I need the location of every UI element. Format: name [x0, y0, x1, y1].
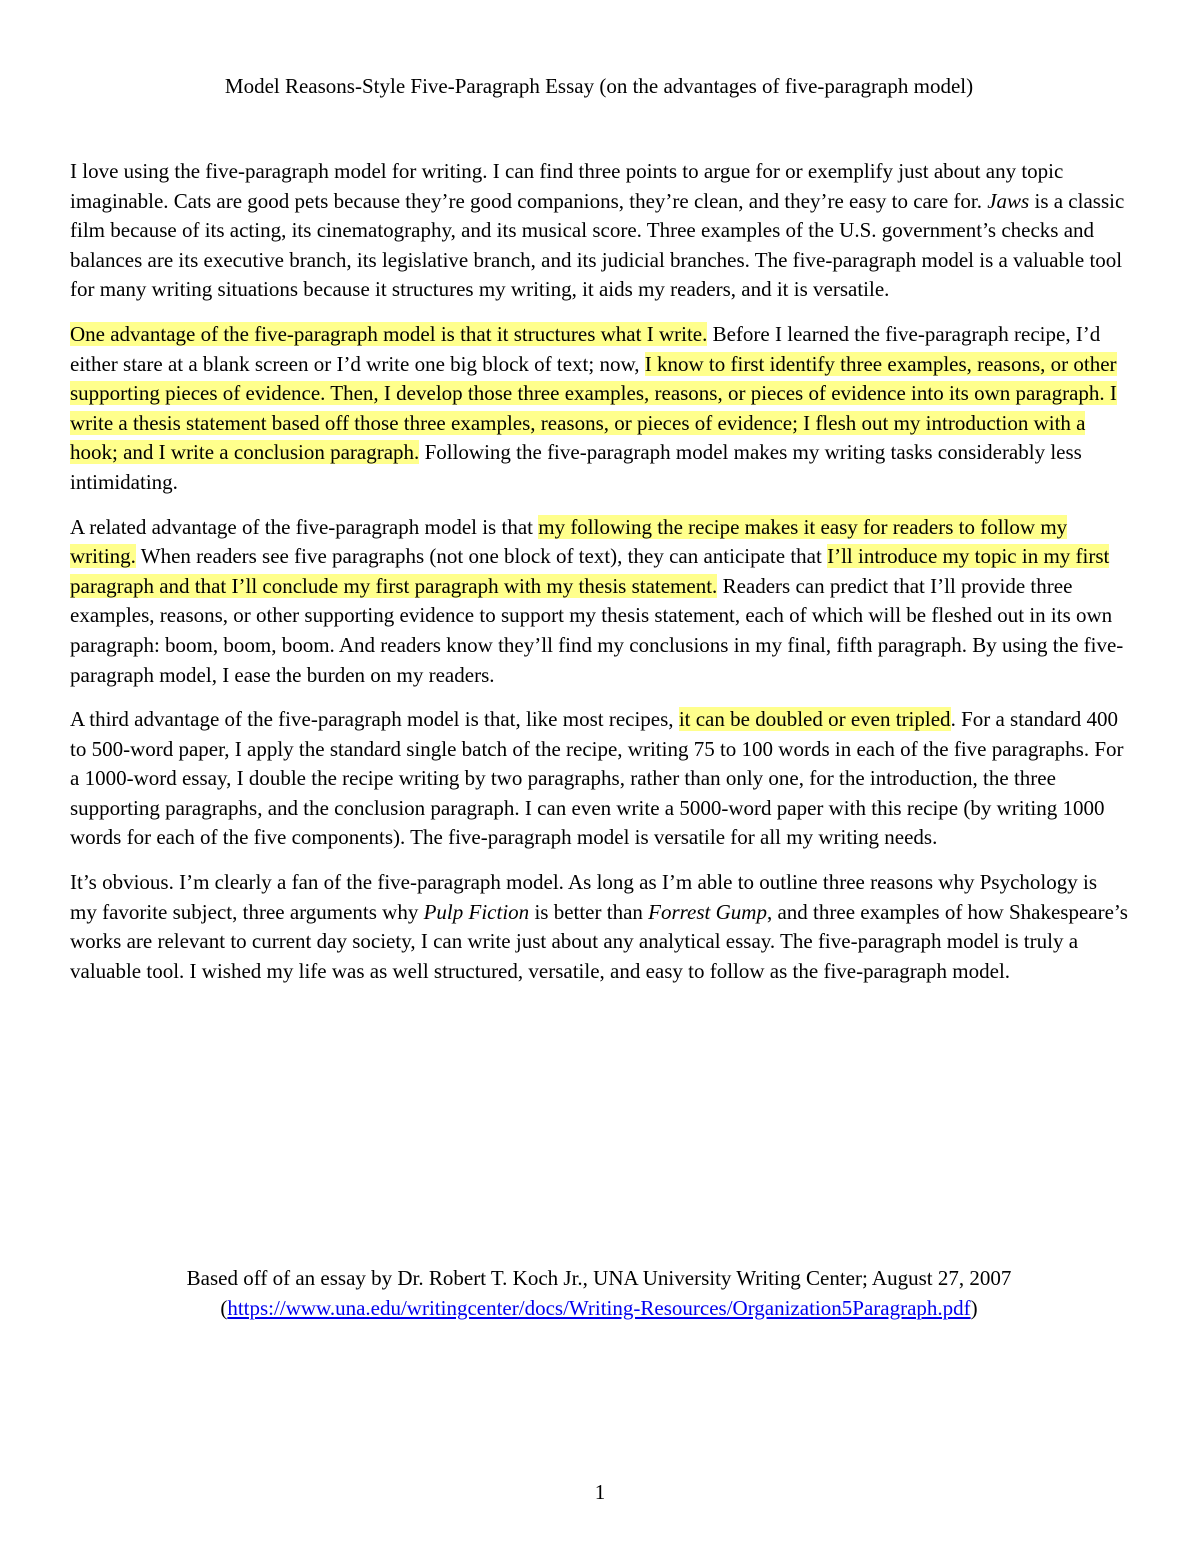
film-title-pulp-fiction: Pulp Fiction — [423, 899, 530, 924]
paragraph-related-advantage — [70, 513, 1128, 691]
highlighted-text: I’ll introduce my topic in my first paragraph and that I’ll conclude my first paragraph with my thesis statement. — [70, 544, 1110, 598]
essay-title: Model Reasons-Style Five-Paragraph Essay (on the advantages of five-paragraph model) — [224, 74, 974, 98]
text-run: Readers can predict that I’ll provide three examples, reasons, or other supporting evidence to support my thesis statement, each of which will be fleshed out in its own paragraph: boom, boom, boom. And readers know they’ll find my conclusions in my final, fifth paragraph. By using the five-paragraph model, I ease the burden on my readers. — [70, 573, 1124, 687]
paragraph-third-advantage — [70, 705, 1128, 853]
paragraph-first-advantage — [70, 320, 1128, 498]
attribution-link-line — [70, 1294, 1128, 1324]
text-run: is better than — [529, 899, 649, 924]
highlighted-text: my following the recipe makes it easy for readers to follow my writing. — [70, 514, 1068, 569]
film-title-forrest-gump: Forrest Gump — [648, 899, 767, 924]
film-title-jaws: Jaws — [987, 188, 1030, 213]
paragraph-introduction — [70, 157, 1128, 305]
paragraph-conclusion — [70, 868, 1128, 986]
highlighted-text: I know to first identify three examples, reasons, or other supporting pieces of evidence. Then, I develop those three examples, reasons, or pieces of evidence into its own paragraph. I write a thesis statement based off those three examples, reasons, or pieces of evidence; I flesh out my introduction with a hook; and I write a conclusion paragraph. — [70, 351, 1117, 465]
source-link[interactable]: https://www.una.edu/writingcenter/docs/Writing-Resources/Organization5Paragraph.pdf — [227, 1295, 971, 1320]
page-number: 1 — [594, 1480, 606, 1504]
text-run: A third advantage of the five-paragraph model is that, like most recipes, — [70, 707, 679, 732]
text-run: I love using the five-paragraph model for writing. I can find three points to argue for or exemplify just about any topic imaginable. Cats are good pets because they’re good companions, they’re clean, and they’re easy to care for. — [70, 159, 1064, 213]
attribution — [70, 1264, 1128, 1323]
text-run: Before I learned the five-paragraph recipe, I’d either stare at a blank screen or I’d write one big block of text; now, — [70, 321, 1101, 376]
open-paren: ( — [220, 1295, 228, 1320]
text-run: A related advantage of the five-paragraph model is that — [70, 514, 539, 539]
text-run: . For a standard 400 to 500-word paper, I apply the standard single batch of the recipe, writing 75 to 100 words in each of the five paragraphs. For a 1000-word essay, I double the recipe writing by two paragraphs, rather than only one, for the introduction, the three supporting paragraphs, and the conclusion paragraph. I can even write a 5000-word paper with this recipe (by writing 1000 words for each of the five components). The five-paragraph model is versatile for all my writing needs. — [70, 707, 1124, 850]
text-run: is a classic film because of its acting, its cinematography, and its musical score. Three examples of the U.S. government’s checks and balances are its executive branch, its legislative branch, and its judicial branches. The five-paragraph model is a valuable tool for many writing situations because it structures my writing, it aids my readers, and it is versatile. — [70, 188, 1125, 302]
essay-body — [70, 157, 1128, 1001]
text-run: It’s obvious. I’m clearly a fan of the five-paragraph model. As long as I’m able to outline three reasons why Psychology is my favorite subject, three arguments why — [70, 870, 1097, 924]
text-run: When readers see five paragraphs (not one block of text), they can anticipate that — [135, 544, 828, 569]
text-run: , and three examples of how Shakespeare’s works are relevant to current day society, I can write just about any analytical essay. The five-paragraph model is truly a valuable tool. I wished my life was as well structured, versatile, and easy to follow as the five-paragraph model. — [70, 899, 1128, 983]
highlighted-text: One advantage of the five-paragraph model is that it structures what I write. — [70, 321, 708, 346]
highlighted-text: it can be doubled or even tripled — [678, 707, 951, 732]
text-run: Following the five-paragraph model makes my writing tasks considerably less intimidating. — [70, 440, 1082, 494]
close-paren: ) — [970, 1295, 978, 1320]
attribution-text: Based off of an essay by Dr. Robert T. Koch Jr., UNA University Writing Center; August 27, 2007 — [186, 1266, 1012, 1290]
